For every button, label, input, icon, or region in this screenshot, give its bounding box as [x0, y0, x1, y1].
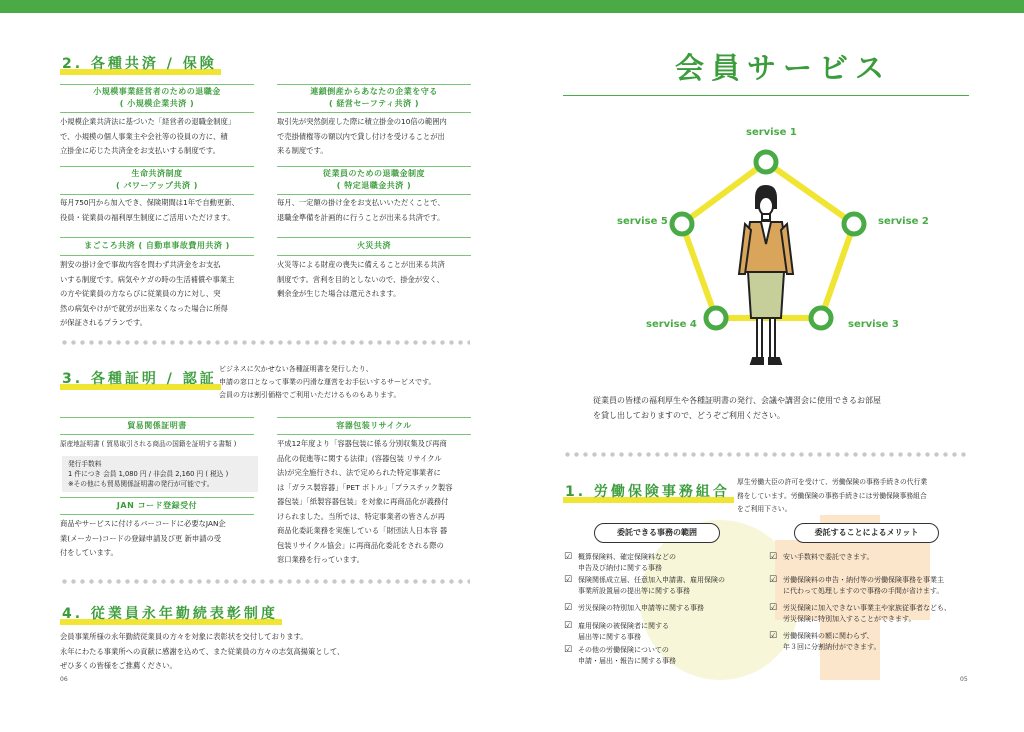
- jan-body: 商品やサービスに付けるバーコードに必要なJAN企 業(メーカー)コードの登録申請及び更 新申請の受 付をしています。: [60, 519, 226, 557]
- checkbox-icon: ☑: [769, 575, 778, 585]
- scope-item: ☑ その他の労働保険についての 申請・届出・報告に関する事務: [564, 645, 676, 665]
- fee-box: 発行手数料 1 件につき 会員 1,080 円 / 非会員 2,160 円 ( 税込 ) ※その他にも貿易関係証明書の発行が可能です。: [62, 456, 258, 492]
- section4-body: 会員事業所様の永年勤続従業員の方々を対象に表彰状を交付しております。 永年にわたる事業所への貢献に感謝を込めて、また従業員の方々の志気高揚策として、 ぜひ多くの皆様をご推薦ください。: [60, 632, 345, 670]
- service-node: [706, 308, 726, 328]
- services-diagram: [560, 120, 970, 380]
- page-number: 06: [60, 676, 68, 683]
- recycle-heading: 容器包装リサイクル: [336, 421, 412, 430]
- service-label: servise 3: [848, 319, 899, 330]
- item-body: 毎月、一定額の掛け金をお支払いいただくことで、 退職金準備を計画的に行うことが出来る共済です。: [277, 198, 445, 222]
- trade-body: 原産地証明書 ( 貿易取引される商品の国籍を証明する書類 ): [60, 440, 237, 448]
- item-heading: まごころ共済 ( 自動車事故費用共済 ): [84, 241, 230, 250]
- service-node: [756, 152, 776, 172]
- person-illustration: [739, 186, 793, 364]
- merit-pill: 委託することによるメリット: [794, 523, 939, 543]
- checkbox-icon: ☑: [769, 603, 778, 613]
- trade-heading: 貿易関係証明書: [127, 421, 187, 430]
- merit-item: ☑ 労働保険料の申告・納付等の労働保険事務を事業主 に代わって処理しますので事務の手間が省けます。: [769, 575, 944, 595]
- checkbox-icon: ☑: [564, 575, 573, 585]
- item-body: 取引先が突然倒産した際に積立掛金の10倍の範囲内 で売掛債権等の額以内で貸し付けを受けることが出 来る制度です。: [277, 117, 447, 155]
- section1-heading: 1. 労働保険事務組合: [565, 481, 730, 501]
- service-label: servise 1: [746, 127, 797, 138]
- recycle-body: 平成12年度より「容器包装に係る分別収集及び再商 品化の促進等に関する法律」(容器包装 リサイクル 法)が完全施行され、法で定められた特定事業者に は「ガラス製容器」「PET ボトル」「プラスチック製容 器包装」「紙製容器包装」を対象に再商品化が義務付 けられました。当所では、特定事業者の皆さんが再 商品化委託業務を実施している「財団法人日本容 器 包装リサイクル協会」に再商品化委託をされる際の 窓口業務を行っています。: [277, 439, 453, 564]
- scope-item: ☑ 保険関係成立届、任意加入申請書、雇用保険の 事業所設置届の提出等に関する事務: [564, 575, 725, 595]
- checkbox-icon: ☑: [769, 631, 778, 641]
- item-heading: 火災共済: [357, 241, 391, 250]
- section3-heading: 3. 各種証明 / 認証: [62, 368, 217, 388]
- item-body: 割安の掛け金で事故内容を問わず共済金をお支払 いする制度です。病気やケガの時の生活補償や事業主 の方や従業員の方ならびに従業員の方に対し、突 然の病気やけがで就労が出来なくなった場合に所得 が保証されるプランです。: [60, 260, 235, 327]
- checkbox-icon: ☑: [564, 603, 573, 613]
- checkbox-icon: ☑: [564, 621, 573, 631]
- dotted-divider: [563, 452, 969, 457]
- item-body: 毎月750円から加入でき、保険期間は1年で自動更新、 役員・従業員の福利厚生制度にご活用いただけます。: [60, 198, 239, 222]
- merit-item: ☑ 労災保険に加入できない事業主や家族従事者なども、 労災保険に特別加入することができます。: [769, 603, 951, 623]
- checkbox-icon: ☑: [564, 645, 573, 655]
- section2-heading: 2. 各種共済 / 保険: [62, 53, 217, 73]
- checkbox-icon: ☑: [769, 552, 778, 562]
- section3-intro: ビジネスに欠かせない各種証明書を発行したり、 申請の窓口となって事業の円滑な運営をお手伝いするサービスです。 会員の方は割引価格でご利用いただけるものもあります。: [219, 365, 436, 399]
- item-heading: 小規模事業経営者のための退職金 ( 小規模企業共済 ): [93, 87, 221, 108]
- service-label: servise 4: [646, 319, 697, 330]
- item-heading: 連鎖倒産からあなたの企業を守る ( 経営セーフティ共済 ): [310, 87, 438, 108]
- merit-item: ☑ 安い手数料で委託できます。: [769, 552, 874, 562]
- section1-body: 厚生労働大臣の許可を受けて、労働保険の事務手続きの代行業 務をしています。労働保険の事務手続きには労働保険事務組合 をご利用下さい。: [737, 478, 928, 513]
- section4-heading: 4. 従業員永年勤続表彰制度: [62, 603, 278, 623]
- item-body: 火災等による財産の喪失に備えることが出来る共済 制度です。営利を目的としないので、掛金が安く、 剰余金が生じた場合は還元されます。: [277, 260, 445, 298]
- service-label: servise 2: [878, 216, 929, 227]
- dotted-divider: [60, 340, 470, 345]
- item-heading: 生命共済制度 ( パワーアップ共済 ): [116, 169, 198, 190]
- service-label: servise 5: [617, 216, 668, 227]
- scope-pill: 委託できる事務の範囲: [594, 523, 720, 543]
- scope-item: ☑ 労災保険の特別加入申請等に関する事務: [564, 603, 704, 613]
- page-title: 会員サービス: [675, 51, 892, 85]
- service-node: [811, 308, 831, 328]
- page-number: 05: [960, 676, 968, 683]
- dotted-divider: [60, 579, 470, 584]
- service-node: [844, 214, 864, 234]
- item-heading: 従業員のための退職金制度 ( 特定退職金共済 ): [323, 169, 425, 190]
- item-body: 小規模企業共済法に基づいた「経営者の退職金制度」 で、小規模の個人事業主や会社等の役員の方に、積 立掛金に応じた共済金をお支払いする制度です。: [60, 117, 236, 155]
- merit-item: ☑ 労働保険料の額に関わらず、 年３回に分割納付ができます。: [769, 631, 881, 651]
- jan-heading: JAN コード登録受付: [116, 501, 198, 510]
- service-node: [672, 214, 692, 234]
- checkbox-icon: ☑: [564, 552, 573, 562]
- top-green-bar: [0, 0, 1024, 13]
- right-intro: 従業員の皆様の福利厚生や各種証明書の発行、会議や講習会に使用できるお部屋 を貸し出しておりますので、どうぞご利用ください。: [593, 396, 881, 420]
- scope-item: ☑ 概算保険料、確定保険料などの 申告及び納付に関する事務: [564, 552, 676, 572]
- scope-item: ☑ 雇用保険の被保険者に関する 届出等に関する事務: [564, 621, 669, 641]
